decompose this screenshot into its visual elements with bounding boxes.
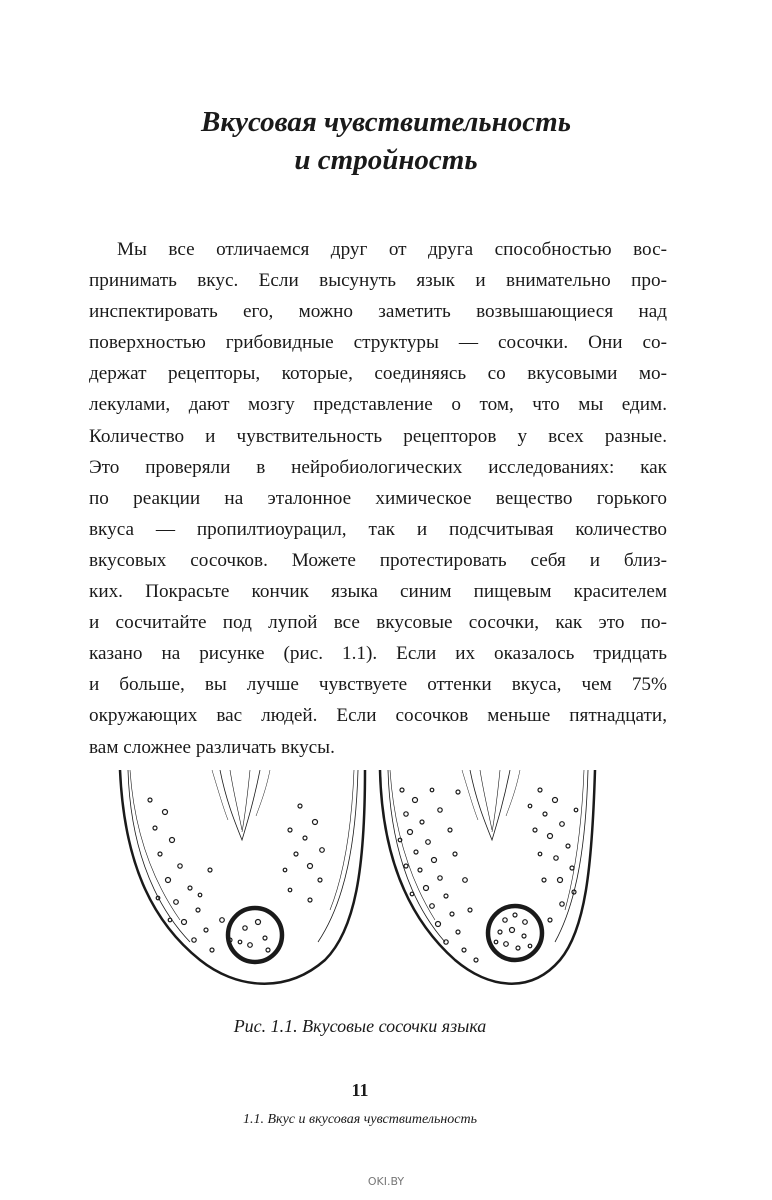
- body-paragraph: [89, 234, 667, 763]
- text-line: инспектировать его, можно заметить возвышающиеся над: [89, 301, 667, 323]
- text-line: и сосчитайте под лупой все вкусовые сосочки, как это по-: [89, 612, 667, 634]
- papillae-dots-left: [148, 798, 324, 952]
- text-line: принимать вкус. Если высунуть язык и внимательно про-: [89, 270, 667, 292]
- text-line: вкусовых сосочков. Можете протестировать себя и близ-: [89, 549, 667, 571]
- text-line: Количество и чувствительность рецепторов у всех разные.: [89, 425, 667, 447]
- text-line: окружающих вас людей. Если сосочков меньше пятнадцати,: [89, 705, 667, 727]
- magnifier-circle-left: [228, 908, 282, 962]
- text-line: Мы все отличаемся друг от друга способностью вос-: [117, 239, 667, 260]
- chapter-title: [0, 103, 772, 179]
- chapter-title-line-1: Вкусовая чувствительность: [201, 106, 571, 138]
- chapter-title-line-2: и стройность: [294, 144, 478, 176]
- tongues-illustration: [110, 770, 610, 1010]
- tongue-left-illustration: [120, 770, 365, 984]
- figure-taste-papillae: [110, 770, 610, 1010]
- text-line: по реакции на эталонное химическое вещество горького: [89, 487, 667, 509]
- text-line: Это проверяли в нейробиологических исследованиях: как: [89, 456, 667, 478]
- text-line: поверхностью грибовидные структуры — сосочки. Они со-: [89, 332, 667, 354]
- text-line: казано на рисунке (рис. 1.1). Если их оказалось тридцать: [89, 643, 667, 665]
- text-line: вам сложнее различать вкусы.: [89, 736, 335, 758]
- page-number: 11: [351, 1080, 369, 1100]
- text-line: держат рецепторы, которые, соединяясь со вкусовыми мо-: [89, 363, 667, 385]
- figure-caption: Рис. 1.1. Вкусовые сосочки языка: [233, 1016, 487, 1036]
- text-line: и больше, вы лучше чувствуете оттенки вкуса, чем 75%: [89, 674, 667, 696]
- running-footer: 1.1. Вкус и вкусовая чувствительность: [242, 1112, 477, 1127]
- tongue-right-illustration: [380, 770, 595, 984]
- text-line: лекулами, дают мозгу представление о том, что мы едим.: [89, 394, 667, 416]
- text-line: ких. Покрасьте кончик языка синим пищевым красителем: [89, 581, 667, 603]
- magnifier-circle-right: [488, 906, 542, 960]
- watermark: OKI.BY: [367, 1175, 405, 1188]
- text-line: вкуса — пропилтиоурацил, так и подсчитывая количество: [89, 518, 667, 540]
